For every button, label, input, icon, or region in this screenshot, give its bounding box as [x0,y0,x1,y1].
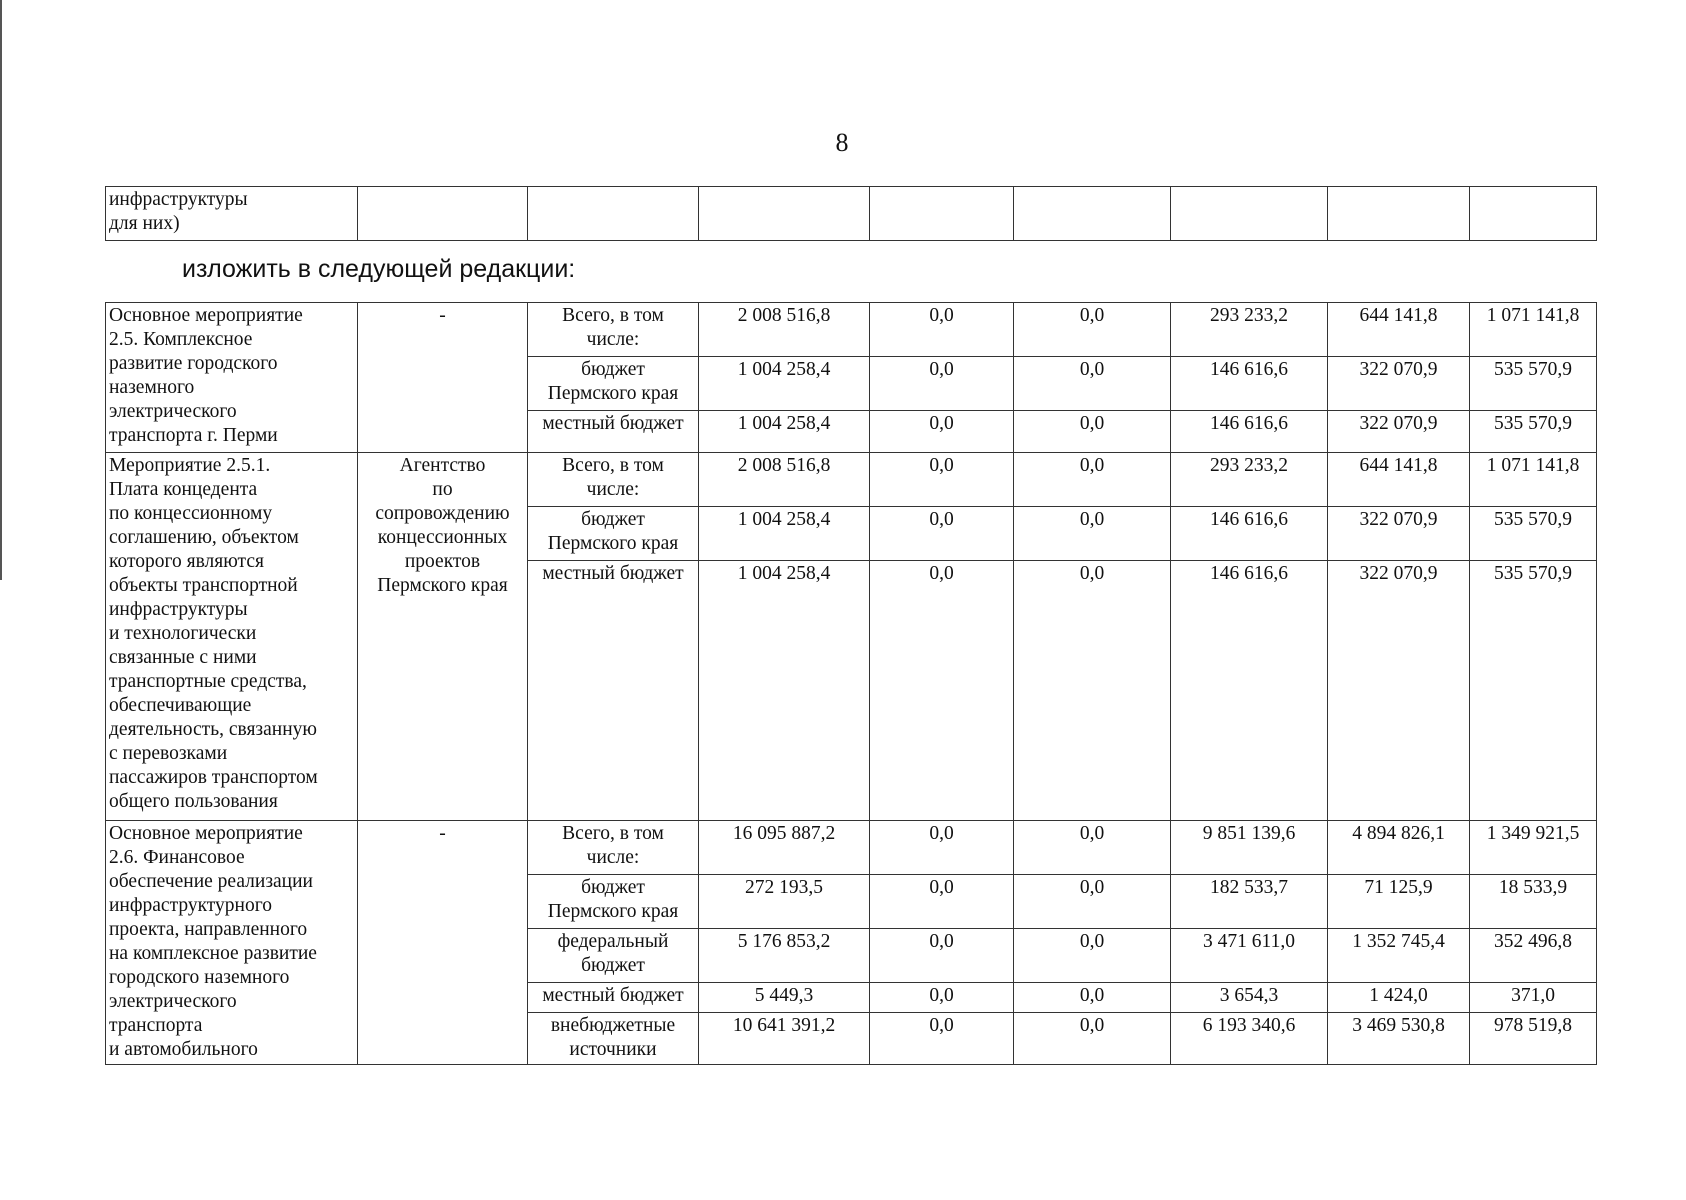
value-year-5: 535 570,9 [1470,357,1597,411]
table-row [106,303,1597,357]
value-year-3: 3 471 611,0 [1171,929,1328,983]
executor-cell: - [358,303,528,453]
value-year-4: 1 352 745,4 [1328,929,1470,983]
table-row [106,453,1597,507]
value-total: 1 004 258,4 [699,507,870,561]
activity-description: Мероприятие 2.5.1. Плата концедента по концессионному соглашению, объектом которого являются объекты транспортной инфраструктуры и технологически связанные с ними транспортные средства, обеспечивающие деятельность, связанную с перевозками пассажиров транспортом общего пользования [106,453,358,821]
value-year-2: 0,0 [1014,821,1171,875]
value-total: 2 008 516,8 [699,453,870,507]
table-row [106,821,1597,875]
value-year-1: 0,0 [870,303,1014,357]
value-year-2: 0,0 [1014,983,1171,1013]
value-year-2: 0,0 [1014,357,1171,411]
value-year-3: 9 851 139,6 [1171,821,1328,875]
value-total: 1 004 258,4 [699,561,870,821]
funding-source: бюджет Пермского края [528,507,699,561]
empty-cell [358,187,528,241]
funding-source: бюджет Пермского края [528,357,699,411]
value-year-3: 146 616,6 [1171,411,1328,453]
funding-source: местный бюджет [528,983,699,1013]
executor-cell: - [358,821,528,1065]
value-year-1: 0,0 [870,875,1014,929]
left-margin-rule [0,0,2,580]
activity-description: Основное мероприятие 2.5. Комплексное развитие городского наземного электрического транспорта г. Перми [106,303,358,453]
funding-source: Всего, в том числе: [528,303,699,357]
value-year-1: 0,0 [870,357,1014,411]
value-total: 1 004 258,4 [699,357,870,411]
value-year-1: 0,0 [870,411,1014,453]
page-number: 8 [835,128,849,157]
value-year-4: 644 141,8 [1328,453,1470,507]
empty-cell [528,187,699,241]
continuation-cell: инфраструктуры для них) [106,187,358,241]
value-year-2: 0,0 [1014,875,1171,929]
empty-cell [1171,187,1328,241]
empty-cell [699,187,870,241]
value-year-1: 0,0 [870,561,1014,821]
value-year-5: 978 519,8 [1470,1013,1597,1065]
value-year-4: 4 894 826,1 [1328,821,1470,875]
activity-description: Основное мероприятие 2.6. Финансовое обеспечение реализации инфраструктурного проекта, направленного на комплексное развитие городского наземного электрического транспорта и автомобильного [106,821,358,1065]
value-year-2: 0,0 [1014,303,1171,357]
value-year-5: 1 071 141,8 [1470,303,1597,357]
funding-source: федеральный бюджет [528,929,699,983]
value-year-2: 0,0 [1014,507,1171,561]
funding-source: Всего, в том числе: [528,821,699,875]
value-year-1: 0,0 [870,453,1014,507]
value-total: 10 641 391,2 [699,1013,870,1065]
value-total: 272 193,5 [699,875,870,929]
value-year-1: 0,0 [870,929,1014,983]
value-year-3: 146 616,6 [1171,507,1328,561]
funding-source: бюджет Пермского края [528,875,699,929]
executor-cell: Агентство по сопровождению концессионных проектов Пермского края [358,453,528,821]
value-year-5: 535 570,9 [1470,507,1597,561]
continuation-table [105,186,1597,241]
value-year-5: 1 071 141,8 [1470,453,1597,507]
value-year-3: 293 233,2 [1171,453,1328,507]
value-year-5: 18 533,9 [1470,875,1597,929]
value-year-5: 535 570,9 [1470,411,1597,453]
value-year-4: 322 070,9 [1328,507,1470,561]
value-total: 5 176 853,2 [699,929,870,983]
empty-cell [1470,187,1597,241]
value-year-5: 371,0 [1470,983,1597,1013]
value-year-1: 0,0 [870,507,1014,561]
value-year-1: 0,0 [870,983,1014,1013]
value-year-2: 0,0 [1014,561,1171,821]
funding-source: внебюджетные источники [528,1013,699,1065]
value-year-4: 1 424,0 [1328,983,1470,1013]
funding-source: местный бюджет [528,411,699,453]
value-year-4: 322 070,9 [1328,561,1470,821]
empty-cell [870,187,1014,241]
value-year-2: 0,0 [1014,453,1171,507]
value-year-3: 6 193 340,6 [1171,1013,1328,1065]
value-year-2: 0,0 [1014,1013,1171,1065]
value-year-5: 535 570,9 [1470,561,1597,821]
value-year-4: 322 070,9 [1328,411,1470,453]
funding-source: местный бюджет [528,561,699,821]
funding-source: Всего, в том числе: [528,453,699,507]
value-year-4: 71 125,9 [1328,875,1470,929]
value-total: 2 008 516,8 [699,303,870,357]
value-total: 16 095 887,2 [699,821,870,875]
value-year-3: 182 533,7 [1171,875,1328,929]
value-year-3: 146 616,6 [1171,357,1328,411]
value-year-4: 3 469 530,8 [1328,1013,1470,1065]
value-year-5: 1 349 921,5 [1470,821,1597,875]
empty-cell [1328,187,1470,241]
value-total: 1 004 258,4 [699,411,870,453]
value-year-3: 3 654,3 [1171,983,1328,1013]
instruction-text: изложить в следующей редакции: [182,255,576,283]
value-year-2: 0,0 [1014,411,1171,453]
funding-table [105,302,1597,1065]
value-year-2: 0,0 [1014,929,1171,983]
value-total: 5 449,3 [699,983,870,1013]
empty-cell [1014,187,1171,241]
value-year-4: 644 141,8 [1328,303,1470,357]
value-year-3: 293 233,2 [1171,303,1328,357]
value-year-1: 0,0 [870,1013,1014,1065]
value-year-3: 146 616,6 [1171,561,1328,821]
value-year-5: 352 496,8 [1470,929,1597,983]
value-year-1: 0,0 [870,821,1014,875]
value-year-4: 322 070,9 [1328,357,1470,411]
